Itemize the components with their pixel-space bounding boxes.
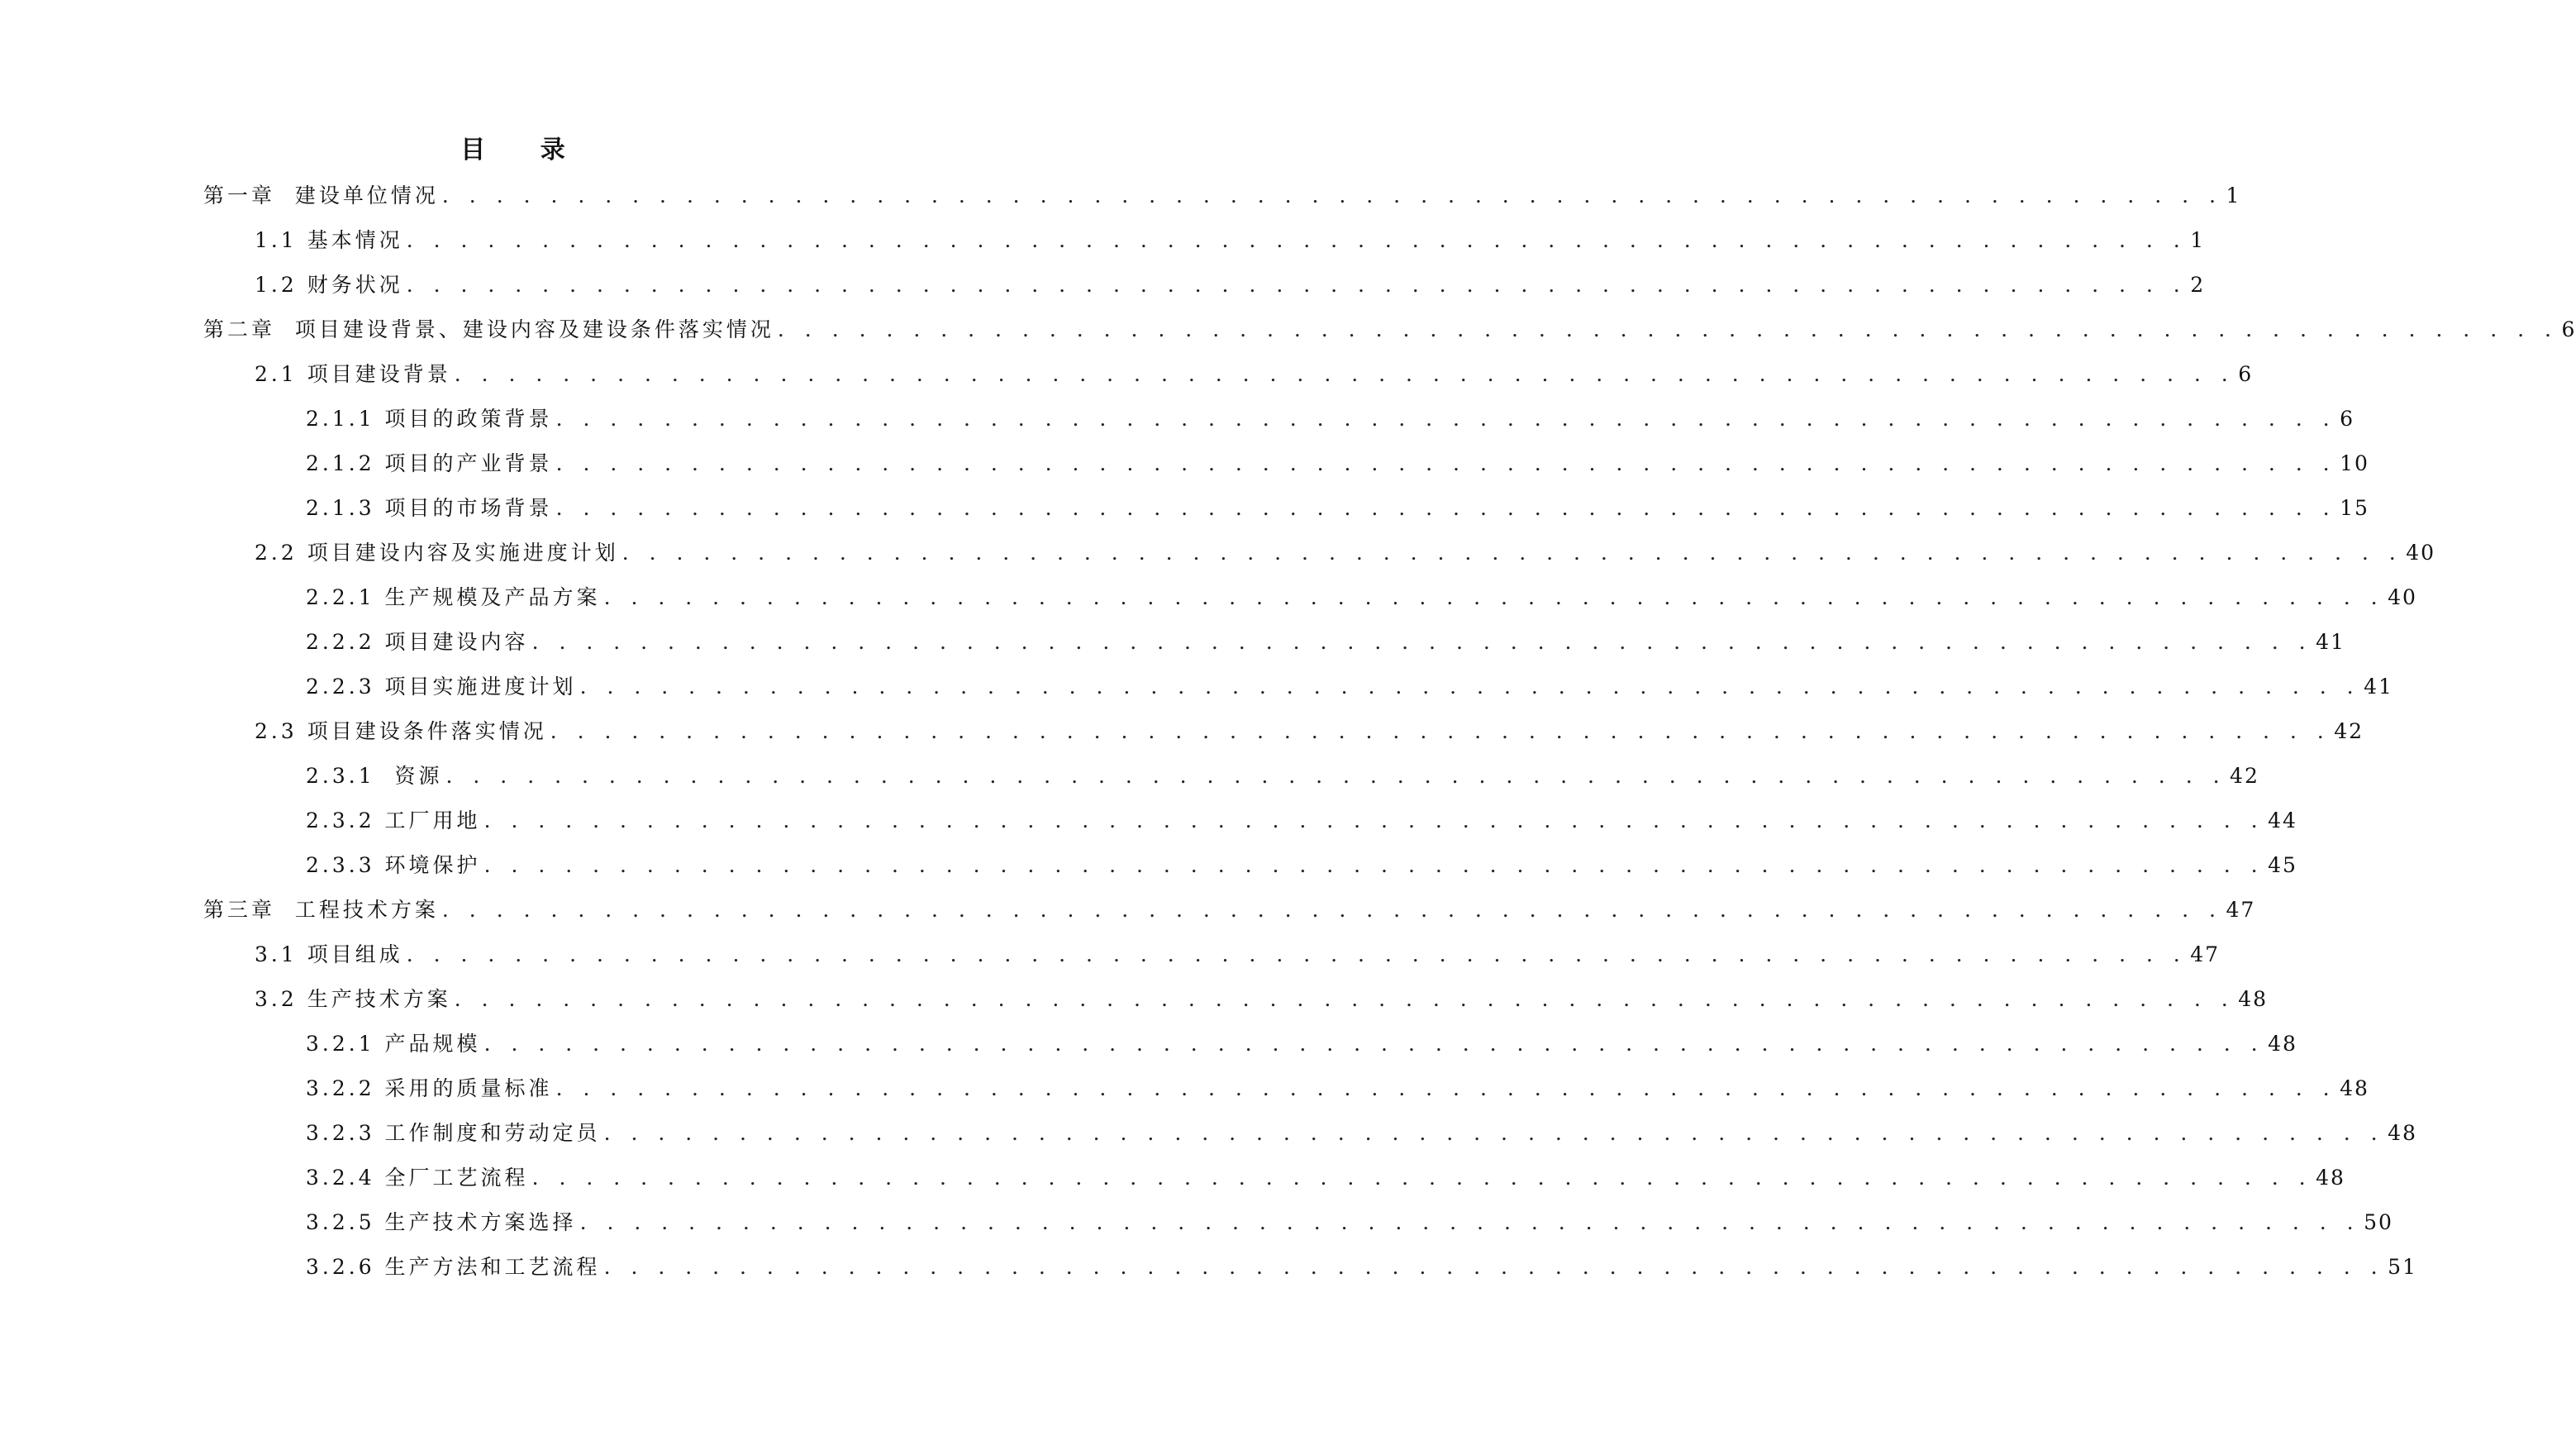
toc-entry-2-2-1[interactable]: [203, 585, 2417, 630]
dot-leader: . . . . . . . . . . . . . . . . . . . . . . . . . . . . . . . . . . . . . . . . . . . . . . . . . . . . . . . . . . . . . . . . . .: [454, 987, 2236, 1011]
dot-leader: . . . . . . . . . . . . . . . . . . . . . . . . . . . . . . . . . . . . . . . . . . . . . . . . . . . . . . . . . . . . . . . . . .: [406, 273, 2188, 297]
toc-entry-label: 3.2.4 全厂工艺流程: [306, 1166, 529, 1190]
toc-entry-label: 2.2.2 项目建设内容: [306, 630, 529, 654]
toc-entry-page-number: 42: [2334, 719, 2364, 743]
toc-entry-page-number: 6: [2340, 407, 2355, 431]
toc-entry-page-number: 48: [2316, 1166, 2345, 1190]
toc-entry-page-number: 1: [2190, 228, 2206, 252]
dot-leader: . . . . . . . . . . . . . . . . . . . . . . . . . . . . . . . . . . . . . . . . . . . . . . . . . . . . . . . . . . . . . . . . . .: [579, 675, 2361, 699]
dot-leader: . . . . . . . . . . . . . . . . . . . . . . . . . . . . . . . . . . . . . . . . . . . . . . . . . . . . . . . . . . . . . . . . . .: [531, 1166, 2313, 1190]
toc-entry-page-number: 10: [2340, 451, 2369, 475]
toc-entry-page-number: 40: [2388, 585, 2417, 609]
toc-entry-label: 1.1 基本情况: [255, 228, 403, 252]
toc-entry-chapter-1[interactable]: [203, 184, 2241, 228]
dot-leader: . . . . . . . . . . . . . . . . . . . . . . . . . . . . . . . . . . . . . . . . . . . . . . . . . . . . . . . . . . . . . . . . . .: [603, 1121, 2385, 1145]
dot-leader: . . . . . . . . . . . . . . . . . . . . . . . . . . . . . . . . . . . . . . . . . . . . . . . . . . . . . . . . . . . . . . . . . .: [454, 362, 2236, 386]
toc-entry-label: 2.1 项目建设背景: [255, 362, 451, 386]
toc-entry-label: 2.3.1 资源: [306, 764, 443, 788]
dot-leader: . . . . . . . . . . . . . . . . . . . . . . . . . . . . . . . . . . . . . . . . . . . . . . . . . . . . . . . . . . . . . . . . . .: [579, 1210, 2361, 1234]
toc-entry-label: 3.2.1 产品规模: [306, 1032, 481, 1056]
dot-leader: . . . . . . . . . . . . . . . . . . . . . . . . . . . . . . . . . . . . . . . . . . . . . . . . . . . . . . . . . . . . . . . . . .: [550, 719, 2331, 743]
toc-entry-3-2[interactable]: [203, 987, 2269, 1032]
toc-entry-label: 3.2.3 工作制度和劳动定员: [306, 1121, 601, 1145]
toc-entry-page-number: 15: [2340, 496, 2369, 520]
toc-entry-page-number: 48: [2340, 1076, 2369, 1100]
page-title: 目 录: [460, 136, 588, 165]
toc-entry-label: 第一章 建设单位情况: [203, 184, 439, 207]
toc-entry-page-number: 48: [2388, 1121, 2417, 1145]
toc-entry-page-number: 44: [2268, 808, 2297, 832]
toc-entry-label: 3.2.2 采用的质量标准: [306, 1076, 553, 1100]
toc-entry-label: 1.2 财务状况: [255, 273, 403, 297]
toc-entry-label: 2.3.3 环境保护: [306, 853, 481, 877]
toc-entry-page-number: 47: [2226, 898, 2256, 922]
toc-entry-3-2-4[interactable]: [203, 1166, 2345, 1210]
toc-entry-page-number: 2: [2190, 273, 2206, 297]
toc-entry-1-2[interactable]: [203, 273, 2206, 317]
dot-leader: . . . . . . . . . . . . . . . . . . . . . . . . . . . . . . . . . . . . . . . . . . . . . . . . . . . . . . . . . . . . . . . . . .: [777, 317, 2559, 341]
toc-entry-chapter-2[interactable]: [203, 317, 2576, 362]
dot-leader: . . . . . . . . . . . . . . . . . . . . . . . . . . . . . . . . . . . . . . . . . . . . . . . . . . . . . . . . . . . . . . . . . .: [406, 942, 2188, 966]
toc-entry-page-number: 48: [2238, 987, 2269, 1011]
toc-entry-label: 2.3 项目建设条件落实情况: [255, 719, 547, 743]
dot-leader: . . . . . . . . . . . . . . . . . . . . . . . . . . . . . . . . . . . . . . . . . . . . . . . . . . . . . . . . . . . . . . . . . .: [555, 407, 2337, 431]
toc-entry-page-number: 51: [2388, 1255, 2417, 1279]
toc-entry-2-2[interactable]: [203, 541, 2436, 585]
toc-entry-label: 第二章 项目建设背景、建设内容及建设条件落实情况: [203, 317, 774, 341]
toc-entry-2-1-2[interactable]: [203, 451, 2369, 496]
toc-entry-2-1[interactable]: [203, 362, 2254, 407]
toc-entry-page-number: 48: [2268, 1032, 2297, 1056]
toc-entry-2-2-2[interactable]: [203, 630, 2345, 675]
toc-entry-label: 3.2.5 生产技术方案选择: [306, 1210, 577, 1234]
toc-entry-page-number: 47: [2190, 942, 2221, 966]
toc-entry-label: 2.1.3 项目的市场背景: [306, 496, 553, 520]
dot-leader: . . . . . . . . . . . . . . . . . . . . . . . . . . . . . . . . . . . . . . . . . . . . . . . . . . . . . . . . . . . . . . . . . .: [483, 853, 2265, 877]
toc-entry-label: 2.2.1 生产规模及产品方案: [306, 585, 601, 609]
toc-entry-1-1[interactable]: [203, 228, 2206, 273]
dot-leader: . . . . . . . . . . . . . . . . . . . . . . . . . . . . . . . . . . . . . . . . . . . . . . . . . . . . . . . . . . . . . . . . . .: [483, 1032, 2265, 1056]
toc-entry-3-2-6[interactable]: [203, 1255, 2417, 1300]
toc-entry-page-number: 50: [2364, 1210, 2393, 1234]
dot-leader: . . . . . . . . . . . . . . . . . . . . . . . . . . . . . . . . . . . . . . . . . . . . . . . . . . . . . . . . . . . . . . . . . .: [555, 496, 2337, 520]
toc-entry-3-2-2[interactable]: [203, 1076, 2369, 1121]
toc-entry-page-number: 41: [2316, 630, 2345, 654]
toc-entry-page-number: 6: [2238, 362, 2254, 386]
toc-entry-label: 2.3.2 工厂用地: [306, 808, 481, 832]
toc-entry-2-3-1[interactable]: [203, 764, 2259, 808]
dot-leader: . . . . . . . . . . . . . . . . . . . . . . . . . . . . . . . . . . . . . . . . . . . . . . . . . . . . . . . . . . . . . . . . . .: [483, 808, 2265, 832]
toc-entry-label: 2.2 项目建设内容及实施进度计划: [255, 541, 619, 565]
dot-leader: . . . . . . . . . . . . . . . . . . . . . . . . . . . . . . . . . . . . . . . . . . . . . . . . . . . . . . . . . . . . . . . . . .: [621, 541, 2403, 565]
toc-entry-3-2-3[interactable]: [203, 1121, 2417, 1166]
toc-entry-page-number: 45: [2268, 853, 2297, 877]
toc-entry-2-3[interactable]: [203, 719, 2364, 764]
toc-entry-page-number: 42: [2230, 764, 2259, 788]
dot-leader: . . . . . . . . . . . . . . . . . . . . . . . . . . . . . . . . . . . . . . . . . . . . . . . . . . . . . . . . . . . . . . . . . .: [441, 184, 2223, 207]
toc-entry-label: 2.2.3 项目实施进度计划: [306, 675, 577, 699]
dot-leader: . . . . . . . . . . . . . . . . . . . . . . . . . . . . . . . . . . . . . . . . . . . . . . . . . . . . . . . . . . . . . . . . . .: [441, 898, 2223, 922]
toc-entry-page-number: 6: [2561, 317, 2576, 341]
toc-entry-3-2-1[interactable]: [203, 1032, 2297, 1076]
dot-leader: . . . . . . . . . . . . . . . . . . . . . . . . . . . . . . . . . . . . . . . . . . . . . . . . . . . . . . . . . . . . . . . . . .: [445, 764, 2227, 788]
toc-entry-3-2-5[interactable]: [203, 1210, 2393, 1255]
table-of-contents: [203, 184, 2576, 1300]
dot-leader: . . . . . . . . . . . . . . . . . . . . . . . . . . . . . . . . . . . . . . . . . . . . . . . . . . . . . . . . . . . . . . . . . .: [406, 228, 2188, 252]
toc-entry-page-number: 41: [2364, 675, 2393, 699]
dot-leader: . . . . . . . . . . . . . . . . . . . . . . . . . . . . . . . . . . . . . . . . . . . . . . . . . . . . . . . . . . . . . . . . . .: [603, 585, 2385, 609]
toc-entry-2-2-3[interactable]: [203, 675, 2393, 719]
toc-entry-label: 第三章 工程技术方案: [203, 898, 439, 922]
dot-leader: . . . . . . . . . . . . . . . . . . . . . . . . . . . . . . . . . . . . . . . . . . . . . . . . . . . . . . . . . . . . . . . . . .: [555, 451, 2337, 475]
toc-entry-label: 3.2.6 生产方法和工艺流程: [306, 1255, 601, 1279]
dot-leader: . . . . . . . . . . . . . . . . . . . . . . . . . . . . . . . . . . . . . . . . . . . . . . . . . . . . . . . . . . . . . . . . . .: [555, 1076, 2337, 1100]
toc-entry-label: 2.1.1 项目的政策背景: [306, 407, 553, 431]
toc-entry-page-number: 40: [2406, 541, 2436, 565]
toc-entry-label: 3.1 项目组成: [255, 942, 403, 966]
toc-entry-label: 3.2 生产技术方案: [255, 987, 451, 1011]
toc-entry-label: 2.1.2 项目的产业背景: [306, 451, 553, 475]
toc-entry-chapter-3[interactable]: [203, 898, 2256, 942]
toc-entry-2-1-1[interactable]: [203, 407, 2355, 451]
dot-leader: . . . . . . . . . . . . . . . . . . . . . . . . . . . . . . . . . . . . . . . . . . . . . . . . . . . . . . . . . . . . . . . . . .: [603, 1255, 2385, 1279]
toc-entry-2-1-3[interactable]: [203, 496, 2369, 541]
toc-entry-page-number: 1: [2226, 184, 2241, 207]
toc-entry-2-3-3[interactable]: [203, 853, 2297, 898]
toc-entry-2-3-2[interactable]: [203, 808, 2297, 853]
dot-leader: . . . . . . . . . . . . . . . . . . . . . . . . . . . . . . . . . . . . . . . . . . . . . . . . . . . . . . . . . . . . . . . . . .: [531, 630, 2313, 654]
toc-entry-3-1[interactable]: [203, 942, 2221, 987]
